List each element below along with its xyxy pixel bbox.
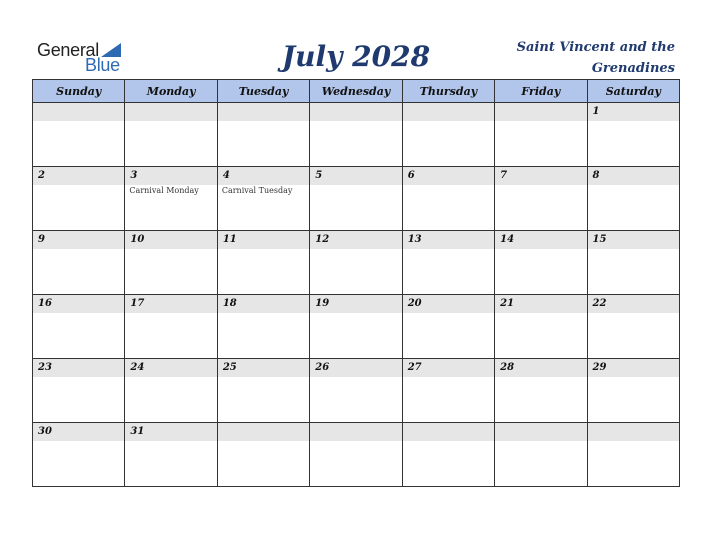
day-cell bbox=[587, 231, 679, 295]
day-number-band bbox=[125, 359, 216, 377]
day-number-band bbox=[33, 295, 124, 313]
day-number-band bbox=[403, 231, 494, 249]
day-number-band bbox=[218, 167, 309, 185]
week-row bbox=[33, 231, 680, 295]
day-number: 17 bbox=[130, 298, 145, 309]
day-number-band bbox=[403, 103, 494, 121]
weekday-sunday: Sunday bbox=[33, 80, 125, 103]
day-number-band bbox=[125, 423, 216, 441]
day-number: 3 bbox=[130, 170, 138, 181]
day-number: 9 bbox=[38, 234, 45, 245]
day-cell bbox=[587, 423, 679, 487]
day-cell bbox=[495, 423, 587, 487]
day-number-band bbox=[588, 295, 679, 313]
day-number-band bbox=[495, 423, 586, 441]
day-cell bbox=[495, 295, 587, 359]
day-number-band bbox=[33, 167, 124, 185]
day-number-band bbox=[218, 359, 309, 377]
day-number: 11 bbox=[222, 234, 237, 245]
day-cell bbox=[587, 103, 679, 167]
day-cell bbox=[402, 167, 494, 231]
day-cell bbox=[310, 423, 402, 487]
day-number-band bbox=[588, 423, 679, 441]
weekday-tuesday: Tuesday bbox=[217, 80, 309, 103]
day-cell bbox=[402, 103, 494, 167]
day-number-band bbox=[218, 103, 309, 121]
calendar-grid bbox=[32, 79, 680, 487]
day-number: 6 bbox=[407, 170, 415, 181]
day-number-band bbox=[33, 231, 124, 249]
day-number: 25 bbox=[222, 362, 237, 373]
day-cell bbox=[495, 167, 587, 231]
day-number: 29 bbox=[592, 362, 607, 373]
day-number-band bbox=[218, 423, 309, 441]
day-number: 26 bbox=[315, 362, 330, 373]
day-number: 19 bbox=[315, 298, 330, 309]
day-number-band bbox=[588, 231, 679, 249]
day-cell bbox=[402, 423, 494, 487]
day-cell bbox=[125, 423, 217, 487]
day-cell bbox=[125, 295, 217, 359]
day-number-band bbox=[588, 359, 679, 377]
day-number: 30 bbox=[38, 426, 52, 437]
day-cell bbox=[495, 359, 587, 423]
day-cell bbox=[495, 103, 587, 167]
day-number-band bbox=[403, 167, 494, 185]
day-cell bbox=[33, 103, 125, 167]
day-cell bbox=[495, 231, 587, 295]
day-number: 28 bbox=[500, 362, 515, 373]
week-row bbox=[33, 167, 680, 231]
week-row bbox=[33, 359, 680, 423]
day-cell bbox=[217, 167, 309, 231]
day-number-band bbox=[218, 295, 309, 313]
day-cell bbox=[33, 231, 125, 295]
day-number-band bbox=[588, 103, 679, 121]
weekday-saturday: Saturday bbox=[587, 80, 679, 103]
holiday-label: Carnival Monday bbox=[129, 186, 199, 195]
month-title: July 2028 bbox=[281, 40, 431, 73]
day-cell bbox=[217, 103, 309, 167]
day-number-band bbox=[403, 359, 494, 377]
day-cell bbox=[310, 295, 402, 359]
day-number-band bbox=[125, 103, 216, 121]
country-name: Saint Vincent and the Grenadines bbox=[516, 40, 675, 76]
day-number-band bbox=[310, 103, 401, 121]
day-number-band bbox=[33, 359, 124, 377]
week-row bbox=[33, 103, 680, 167]
day-cell bbox=[587, 359, 679, 423]
day-number-band bbox=[495, 295, 586, 313]
day-number: 8 bbox=[592, 170, 600, 181]
logo-blue-text: Blue bbox=[85, 55, 120, 75]
day-number-band bbox=[310, 167, 401, 185]
calendar-body bbox=[33, 103, 680, 487]
day-cell bbox=[310, 103, 402, 167]
day-cell bbox=[217, 359, 309, 423]
day-cell bbox=[33, 423, 125, 487]
day-number: 20 bbox=[407, 298, 422, 309]
day-cell bbox=[125, 359, 217, 423]
day-number-band bbox=[310, 231, 401, 249]
day-cell bbox=[402, 295, 494, 359]
day-number-band bbox=[588, 167, 679, 185]
day-number-band bbox=[125, 295, 216, 313]
day-cell bbox=[33, 167, 125, 231]
day-number: 13 bbox=[407, 234, 422, 245]
weekday-header-row bbox=[33, 80, 680, 103]
day-number: 16 bbox=[38, 298, 52, 309]
day-cell bbox=[402, 231, 494, 295]
day-number-band bbox=[403, 423, 494, 441]
day-number-band bbox=[310, 295, 401, 313]
day-number-band bbox=[495, 359, 586, 377]
week-row bbox=[33, 295, 680, 359]
day-cell bbox=[33, 359, 125, 423]
day-cell bbox=[125, 231, 217, 295]
holiday-label: Carnival Tuesday bbox=[221, 186, 293, 195]
day-cell bbox=[402, 359, 494, 423]
weekday-wednesday: Wednesday bbox=[310, 80, 402, 103]
day-number-band bbox=[33, 103, 124, 121]
week-row bbox=[33, 423, 680, 487]
day-number: 7 bbox=[500, 170, 508, 181]
day-number-band bbox=[495, 167, 586, 185]
day-cell bbox=[587, 167, 679, 231]
day-number-band bbox=[310, 359, 401, 377]
day-cell bbox=[217, 295, 309, 359]
day-number: 14 bbox=[500, 234, 515, 245]
day-cell bbox=[217, 231, 309, 295]
weekday-thursday: Thursday bbox=[402, 80, 494, 103]
day-number-band bbox=[33, 423, 124, 441]
day-number: 22 bbox=[592, 298, 607, 309]
day-number: 15 bbox=[592, 234, 607, 245]
day-cell bbox=[217, 423, 309, 487]
day-number-band bbox=[495, 231, 586, 249]
day-cell bbox=[310, 231, 402, 295]
day-number: 24 bbox=[130, 362, 145, 373]
day-number-band bbox=[403, 295, 494, 313]
day-number-band bbox=[310, 423, 401, 441]
day-number-band bbox=[125, 167, 216, 185]
day-number: 4 bbox=[222, 170, 230, 181]
day-number-band bbox=[495, 103, 586, 121]
day-number: 21 bbox=[500, 298, 515, 309]
weekday-monday: Monday bbox=[125, 80, 217, 103]
day-number: 2 bbox=[38, 170, 45, 181]
day-number: 1 bbox=[592, 106, 600, 117]
day-number: 5 bbox=[315, 170, 323, 181]
weekday-friday: Friday bbox=[495, 80, 587, 103]
day-number: 18 bbox=[222, 298, 237, 309]
day-number: 27 bbox=[407, 362, 422, 373]
day-number: 31 bbox=[130, 426, 145, 437]
day-cell bbox=[125, 167, 217, 231]
logo-general-text: General bbox=[37, 40, 99, 60]
day-number-band bbox=[125, 231, 216, 249]
day-cell bbox=[125, 103, 217, 167]
day-cell bbox=[310, 167, 402, 231]
day-number: 23 bbox=[38, 362, 52, 373]
day-number: 10 bbox=[130, 234, 145, 245]
day-cell bbox=[587, 295, 679, 359]
day-cell bbox=[310, 359, 402, 423]
day-number: 12 bbox=[315, 234, 330, 245]
day-number-band bbox=[218, 231, 309, 249]
day-cell bbox=[33, 295, 125, 359]
